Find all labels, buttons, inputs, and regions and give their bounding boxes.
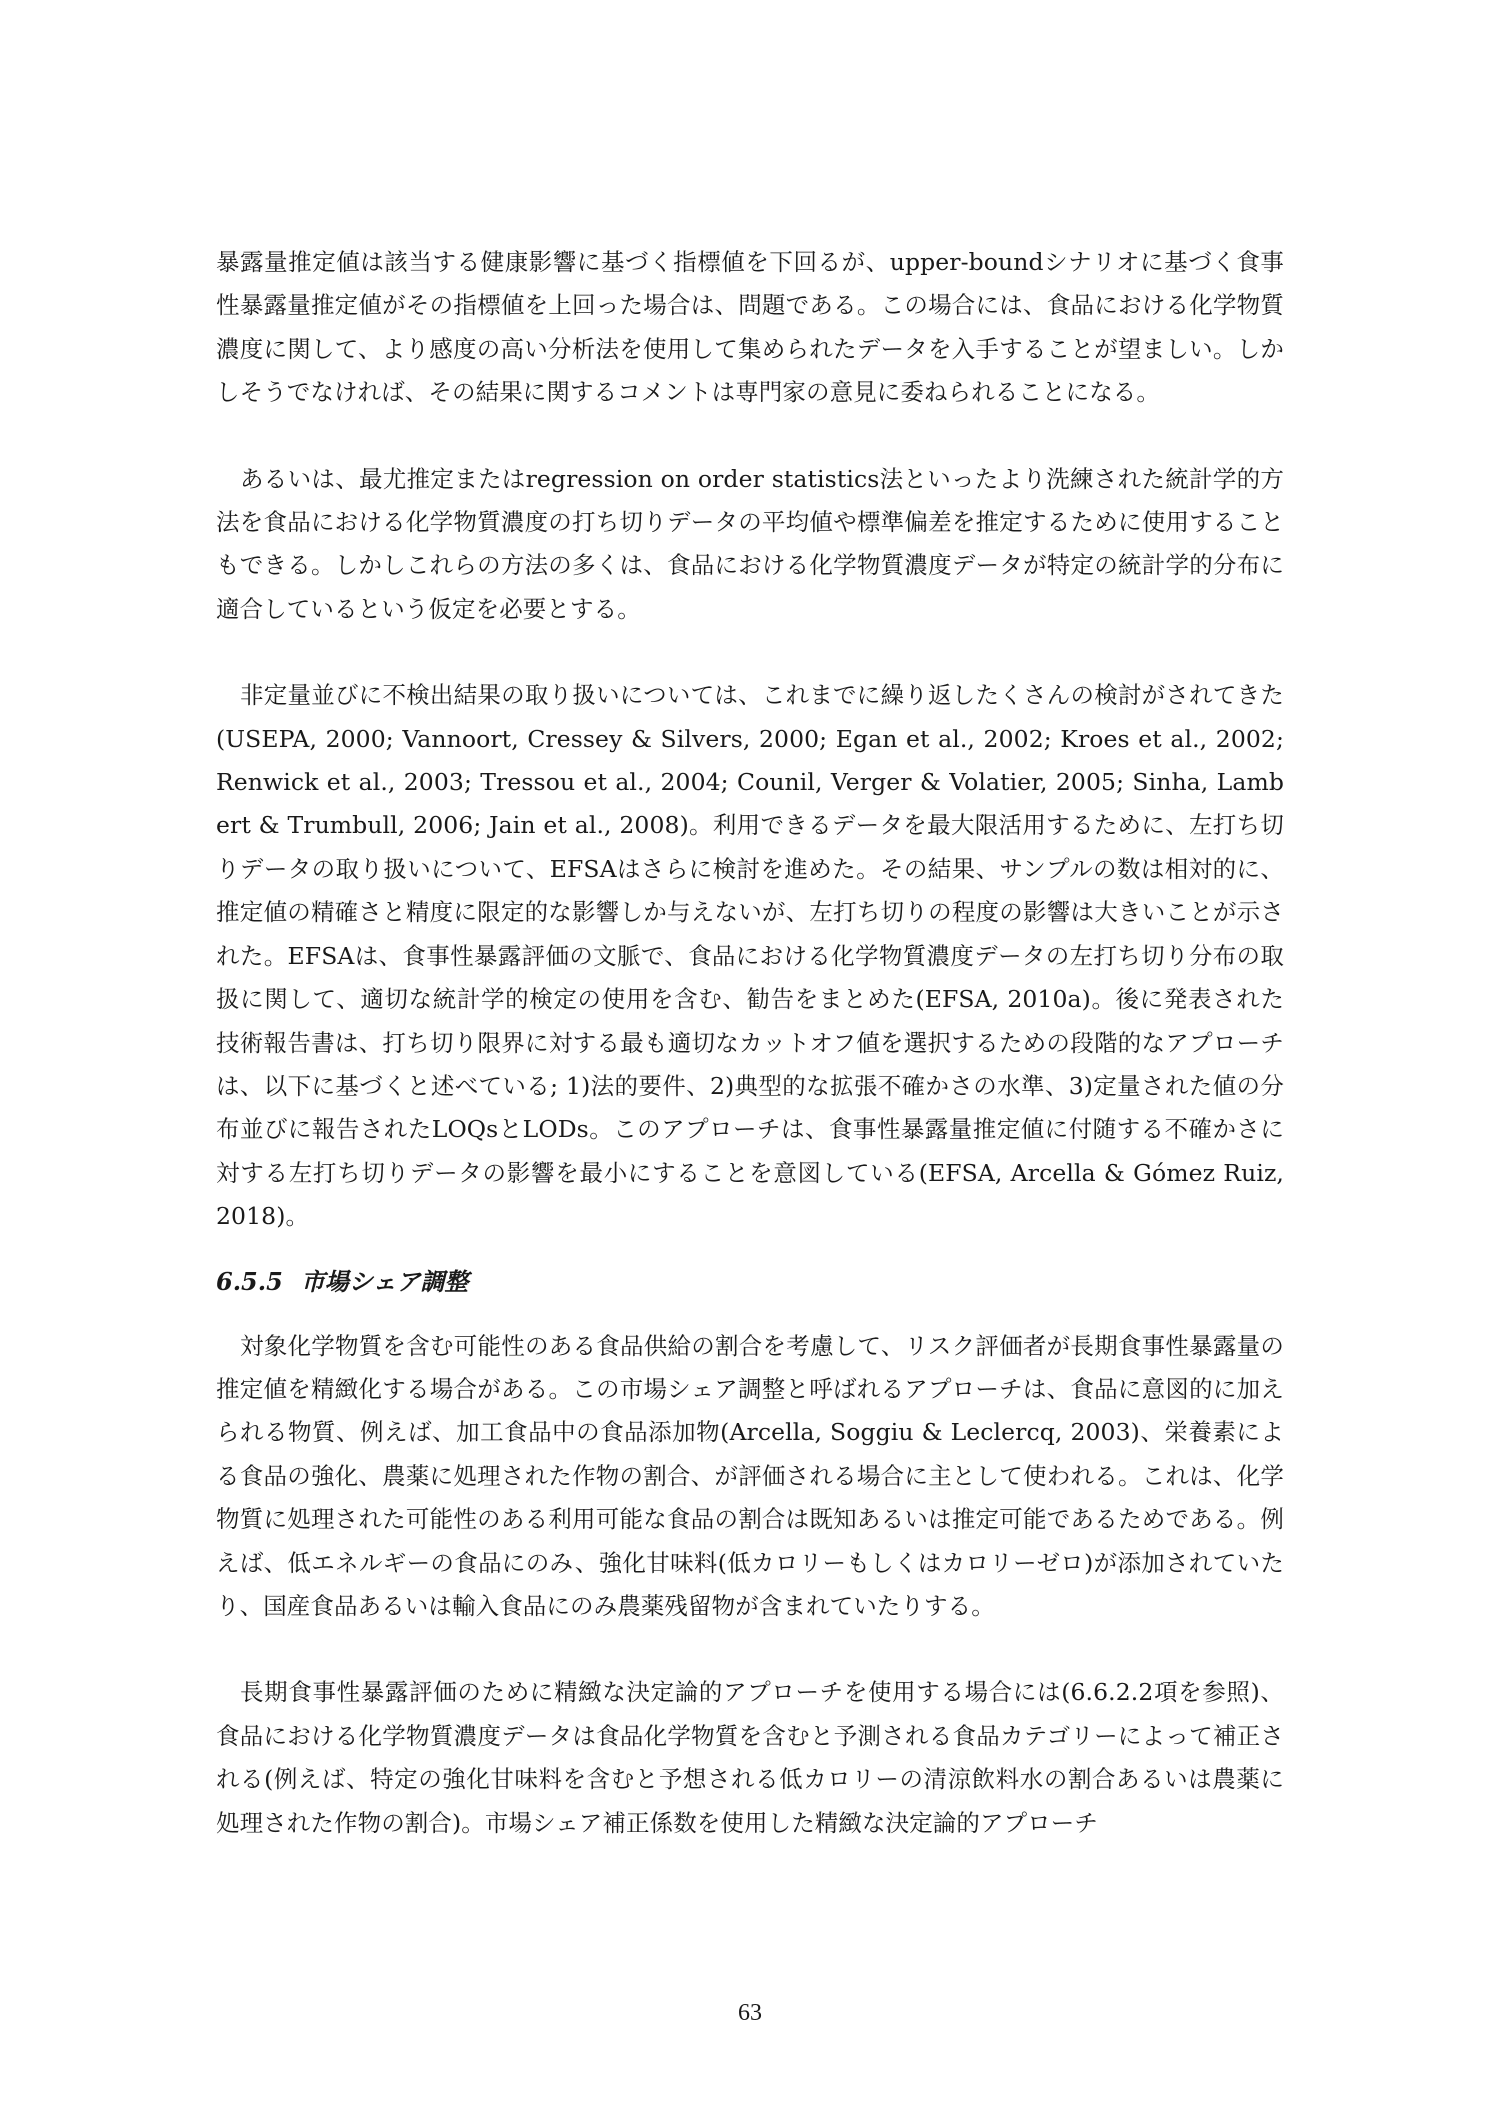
- paragraph-gap: [216, 415, 1284, 458]
- paragraph-3: 非定量並びに不検出結果の取り扱いについては、これまでに繰り返したくさんの検討がされてきた(USEPA, 2000; Vannoort, Cressey & Silvers, 2000; Egan et al., 2002; Kroes et al., 2002; Renwick et al., 2003; Tressou et al., 2004; Counil, Verger & Volatier, 2005; Sinha, Lambert & Trumbull, 2006; Jain et al., 2008)。利用できるデータを最大限活用するために、左打ち切りデータの取り扱いについて、EFSAはさらに検討を進めた。その結果、サンプルの数は相対的に、推定値の精確さと精度に限定的な影響しか与えないが、左打ち切りの程度の影響は大きいことが示された。EFSAは、食事性暴露評価の文脈で、食品における化学物質濃度データの左打ち切り分布の取扱に関して、適切な統計学的検定の使用を含む、勧告をまとめた(EFSA, 2010a)。後に発表された技術報告書は、打ち切り限界に対する最も適切なカットオフ値を選択するための段階的なアプローチは、以下に基づくと述べている; 1)法的要件、2)典型的な拡張不確かさの水準、3)定量された値の分布並びに報告されたLOQsとLODs。このアプローチは、食事性暴露量推定値に付随する不確かさに対する左打ち切りデータの影響を最小にすることを意図している(EFSA, Arcella & Gómez Ruiz, 2018)。: [216, 681, 1284, 1231]
- page-number: 63: [738, 2000, 762, 2026]
- section-heading: [216, 1239, 1284, 1325]
- paragraph-5: 長期食事性暴露評価のために精緻な決定論的アプローチを使用する場合には(6.6.2.2項を参照)、食品における化学物質濃度データは食品化学物質を含むと予測される食品カテゴリーによって補正される(例えば、特定の強化甘味料を含むと予想される低カロリーの清涼飲料水の割合あるいは農薬に処理された作物の割合)。市場シェア補正係数を使用した精緻な決定論的アプローチ: [216, 1678, 1284, 1837]
- paragraph-4: 対象化学物質を含む可能性のある食品供給の割合を考慮して、リスク評価者が長期食事性暴露量の推定値を精緻化する場合がある。この市場シェア調整と呼ばれるアプローチは、食品に意図的に加えられる物質、例えば、加工食品中の食品添加物(Arcella, Soggiu & Leclercq, 2003)、栄養素による食品の強化、農薬に処理された作物の割合、が評価される場合に主として使われる。これは、化学物質に処理された可能性のある利用可能な食品の割合は既知あるいは推定可能であるためである。例えば、低エネルギーの食品にのみ、強化甘味料(低カロリーもしくはカロリーゼロ)が添加されていたり、国産食品あるいは輸入食品にのみ農薬残留物が含まれていたりする。: [216, 1331, 1284, 1620]
- paragraph-2: あるいは、最尤推定またはregression on order statistics法といったより洗練された統計学的方法を食品における化学物質濃度の打ち切りデータの平均値や標準偏差を推定するために使用することもできる。しかしこれらの方法の多くは、食品における化学物質濃度データが特定の統計学的分布に適合しているという仮定を必要とする。: [216, 464, 1284, 623]
- section-title: 市場シェア調整: [300, 1266, 469, 1296]
- section-number: 6.5.5: [216, 1266, 283, 1296]
- paragraph-gap: [216, 1628, 1284, 1671]
- page-content: [216, 241, 1284, 1845]
- paragraph-gap: [216, 631, 1284, 674]
- paragraph-1: 暴露量推定値は該当する健康影響に基づく指標値を下回るが、upper-boundシナリオに基づく食事性暴露量推定値がその指標値を上回った場合は、問題である。この場合には、食品における化学物質濃度に関して、より感度の高い分析法を使用して集められたデータを入手することが望ましい。しかしそうでなければ、その結果に関するコメントは専門家の意見に委ねられることになる。: [216, 248, 1284, 407]
